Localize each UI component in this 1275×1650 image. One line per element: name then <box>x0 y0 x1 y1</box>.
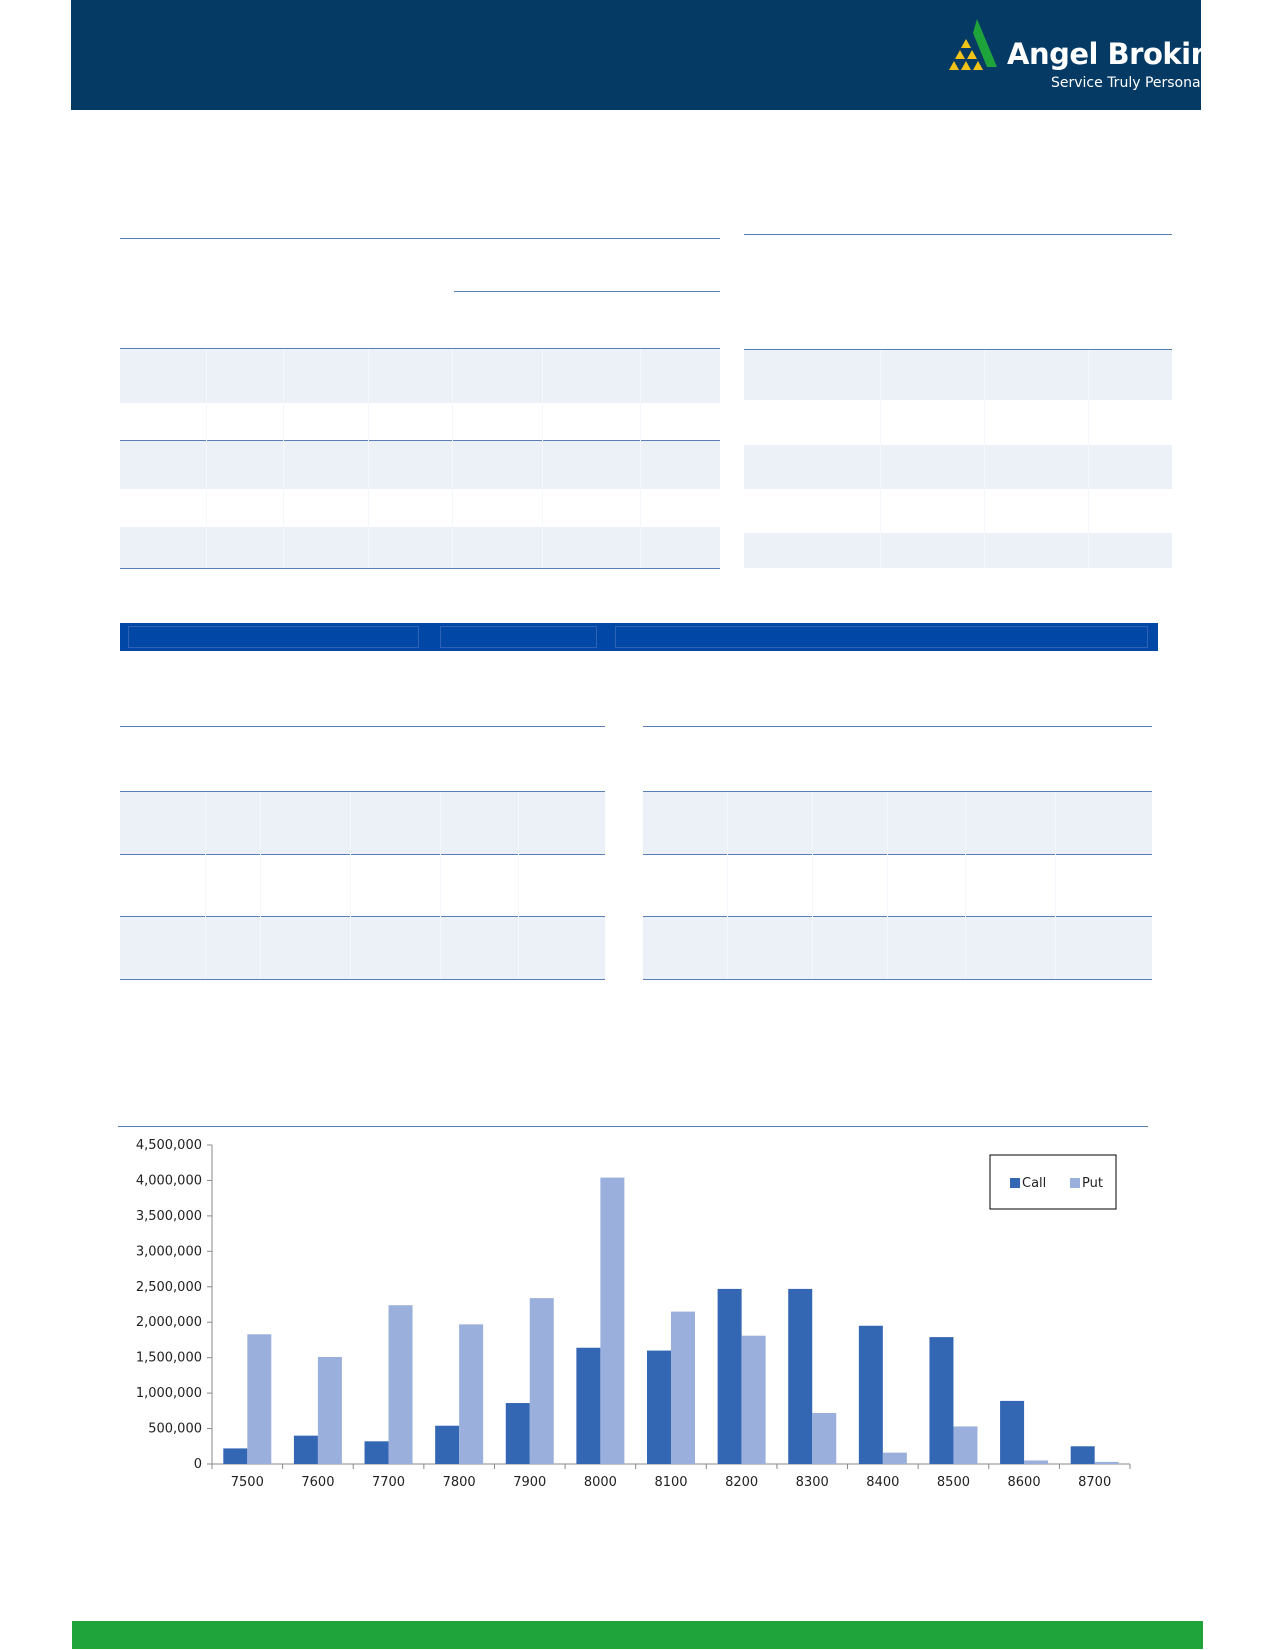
column-divider <box>440 792 441 979</box>
bar-put <box>812 1413 836 1464</box>
table-row <box>744 350 1172 400</box>
table-row <box>120 441 720 489</box>
table-row <box>120 917 605 979</box>
column-divider <box>965 792 966 979</box>
column-divider <box>518 792 519 979</box>
bar-call <box>1000 1401 1024 1464</box>
table-rule <box>120 979 605 980</box>
column-divider <box>880 350 881 568</box>
table-rule <box>120 854 605 855</box>
column-divider <box>206 349 207 568</box>
column-divider <box>542 349 543 568</box>
bar-put <box>1095 1462 1119 1464</box>
x-tick-label: 7500 <box>230 1475 264 1490</box>
bar-call <box>718 1289 742 1464</box>
header-banner <box>71 0 1240 110</box>
legend-swatch-call <box>1010 1178 1020 1188</box>
column-divider <box>452 349 453 568</box>
bar-call <box>294 1436 318 1464</box>
bar-call <box>223 1448 247 1464</box>
table-rule <box>744 234 1172 235</box>
bar-call <box>788 1289 812 1464</box>
table-row <box>120 349 720 403</box>
bar-call <box>929 1337 953 1464</box>
brand-tagline: Service Truly Personalized <box>1051 75 1234 91</box>
table-row <box>744 445 1172 489</box>
x-tick-label: 7700 <box>371 1475 406 1490</box>
table-rule <box>643 726 1152 727</box>
legend-label-call: Call <box>1022 1176 1047 1191</box>
table-rule <box>120 568 720 569</box>
column-divider <box>887 792 888 979</box>
legend-label-put: Put <box>1082 1176 1103 1191</box>
table-rule <box>120 238 720 239</box>
x-tick-label: 7600 <box>301 1475 335 1490</box>
x-tick-label: 7800 <box>442 1475 476 1490</box>
x-tick-label: 8000 <box>583 1475 617 1490</box>
column-divider <box>812 792 813 979</box>
column-divider <box>350 792 351 979</box>
legend-swatch-put <box>1070 1178 1080 1188</box>
x-tick-label: 8300 <box>795 1475 829 1490</box>
chart-svg <box>118 1120 1158 1500</box>
y-tick-label: 2,000,000 <box>135 1315 202 1331</box>
bar-put <box>671 1312 695 1464</box>
bar-put <box>459 1324 483 1464</box>
y-tick-label: 3,000,000 <box>135 1244 202 1260</box>
x-tick-label: 8600 <box>1007 1475 1041 1490</box>
bar-call <box>859 1326 883 1464</box>
table-rule <box>454 291 720 292</box>
bar-put <box>600 1178 624 1464</box>
x-tick-label: 8200 <box>725 1475 759 1490</box>
footer-bar <box>72 1621 1203 1649</box>
y-tick-label: 3,500,000 <box>135 1208 202 1224</box>
x-tick-label: 7900 <box>513 1475 547 1490</box>
table-rule <box>120 726 605 727</box>
x-tick-label: 8400 <box>866 1475 900 1490</box>
y-tick-label: 2,500,000 <box>135 1279 202 1295</box>
column-divider <box>1088 350 1089 568</box>
x-tick-label: 8100 <box>654 1475 688 1490</box>
pyramid-logo-icon <box>947 19 1003 71</box>
column-divider <box>727 792 728 979</box>
section-header-bar <box>120 623 1158 651</box>
bar-call <box>365 1441 389 1464</box>
column-divider <box>205 792 206 979</box>
bar-call <box>1071 1446 1095 1464</box>
open-interest-chart <box>118 1120 1158 1500</box>
bar-call <box>435 1426 459 1464</box>
table-rule <box>643 854 1152 855</box>
bar-put <box>318 1357 342 1464</box>
section-header-cell <box>440 626 597 648</box>
section-header-cell <box>128 626 419 648</box>
bar-call <box>647 1351 671 1464</box>
table-row <box>120 527 720 568</box>
bar-put <box>389 1305 413 1464</box>
column-divider <box>984 350 985 568</box>
bar-put <box>953 1426 977 1464</box>
bar-put <box>247 1334 271 1464</box>
column-divider <box>640 349 641 568</box>
table-rule <box>643 979 1152 980</box>
y-tick-label: 1,000,000 <box>135 1386 202 1402</box>
column-divider <box>283 349 284 568</box>
x-tick-label: 8500 <box>936 1475 971 1490</box>
brand-logo[interactable] <box>947 19 1240 99</box>
column-divider <box>1055 792 1056 979</box>
column-divider <box>368 349 369 568</box>
table-row <box>643 917 1152 979</box>
table-row <box>744 533 1172 568</box>
table-row <box>120 792 605 854</box>
bar-put <box>883 1453 907 1464</box>
bar-put <box>742 1336 766 1464</box>
bar-call <box>576 1348 600 1464</box>
x-tick-label: 8700 <box>1078 1475 1112 1490</box>
y-tick-label: 4,500,000 <box>135 1138 202 1153</box>
y-tick-label: 4,000,000 <box>135 1173 202 1189</box>
column-divider <box>260 792 261 979</box>
bar-call <box>506 1403 530 1464</box>
table-row <box>643 792 1152 854</box>
y-tick-label: 500,000 <box>148 1421 202 1437</box>
y-tick-label: 0 <box>193 1457 202 1472</box>
y-tick-label: 1,500,000 <box>135 1350 202 1366</box>
brand-name: Angel Broking® <box>1007 37 1240 71</box>
bar-put <box>1024 1460 1048 1464</box>
section-header-cell <box>615 626 1148 648</box>
bar-put <box>530 1298 554 1464</box>
